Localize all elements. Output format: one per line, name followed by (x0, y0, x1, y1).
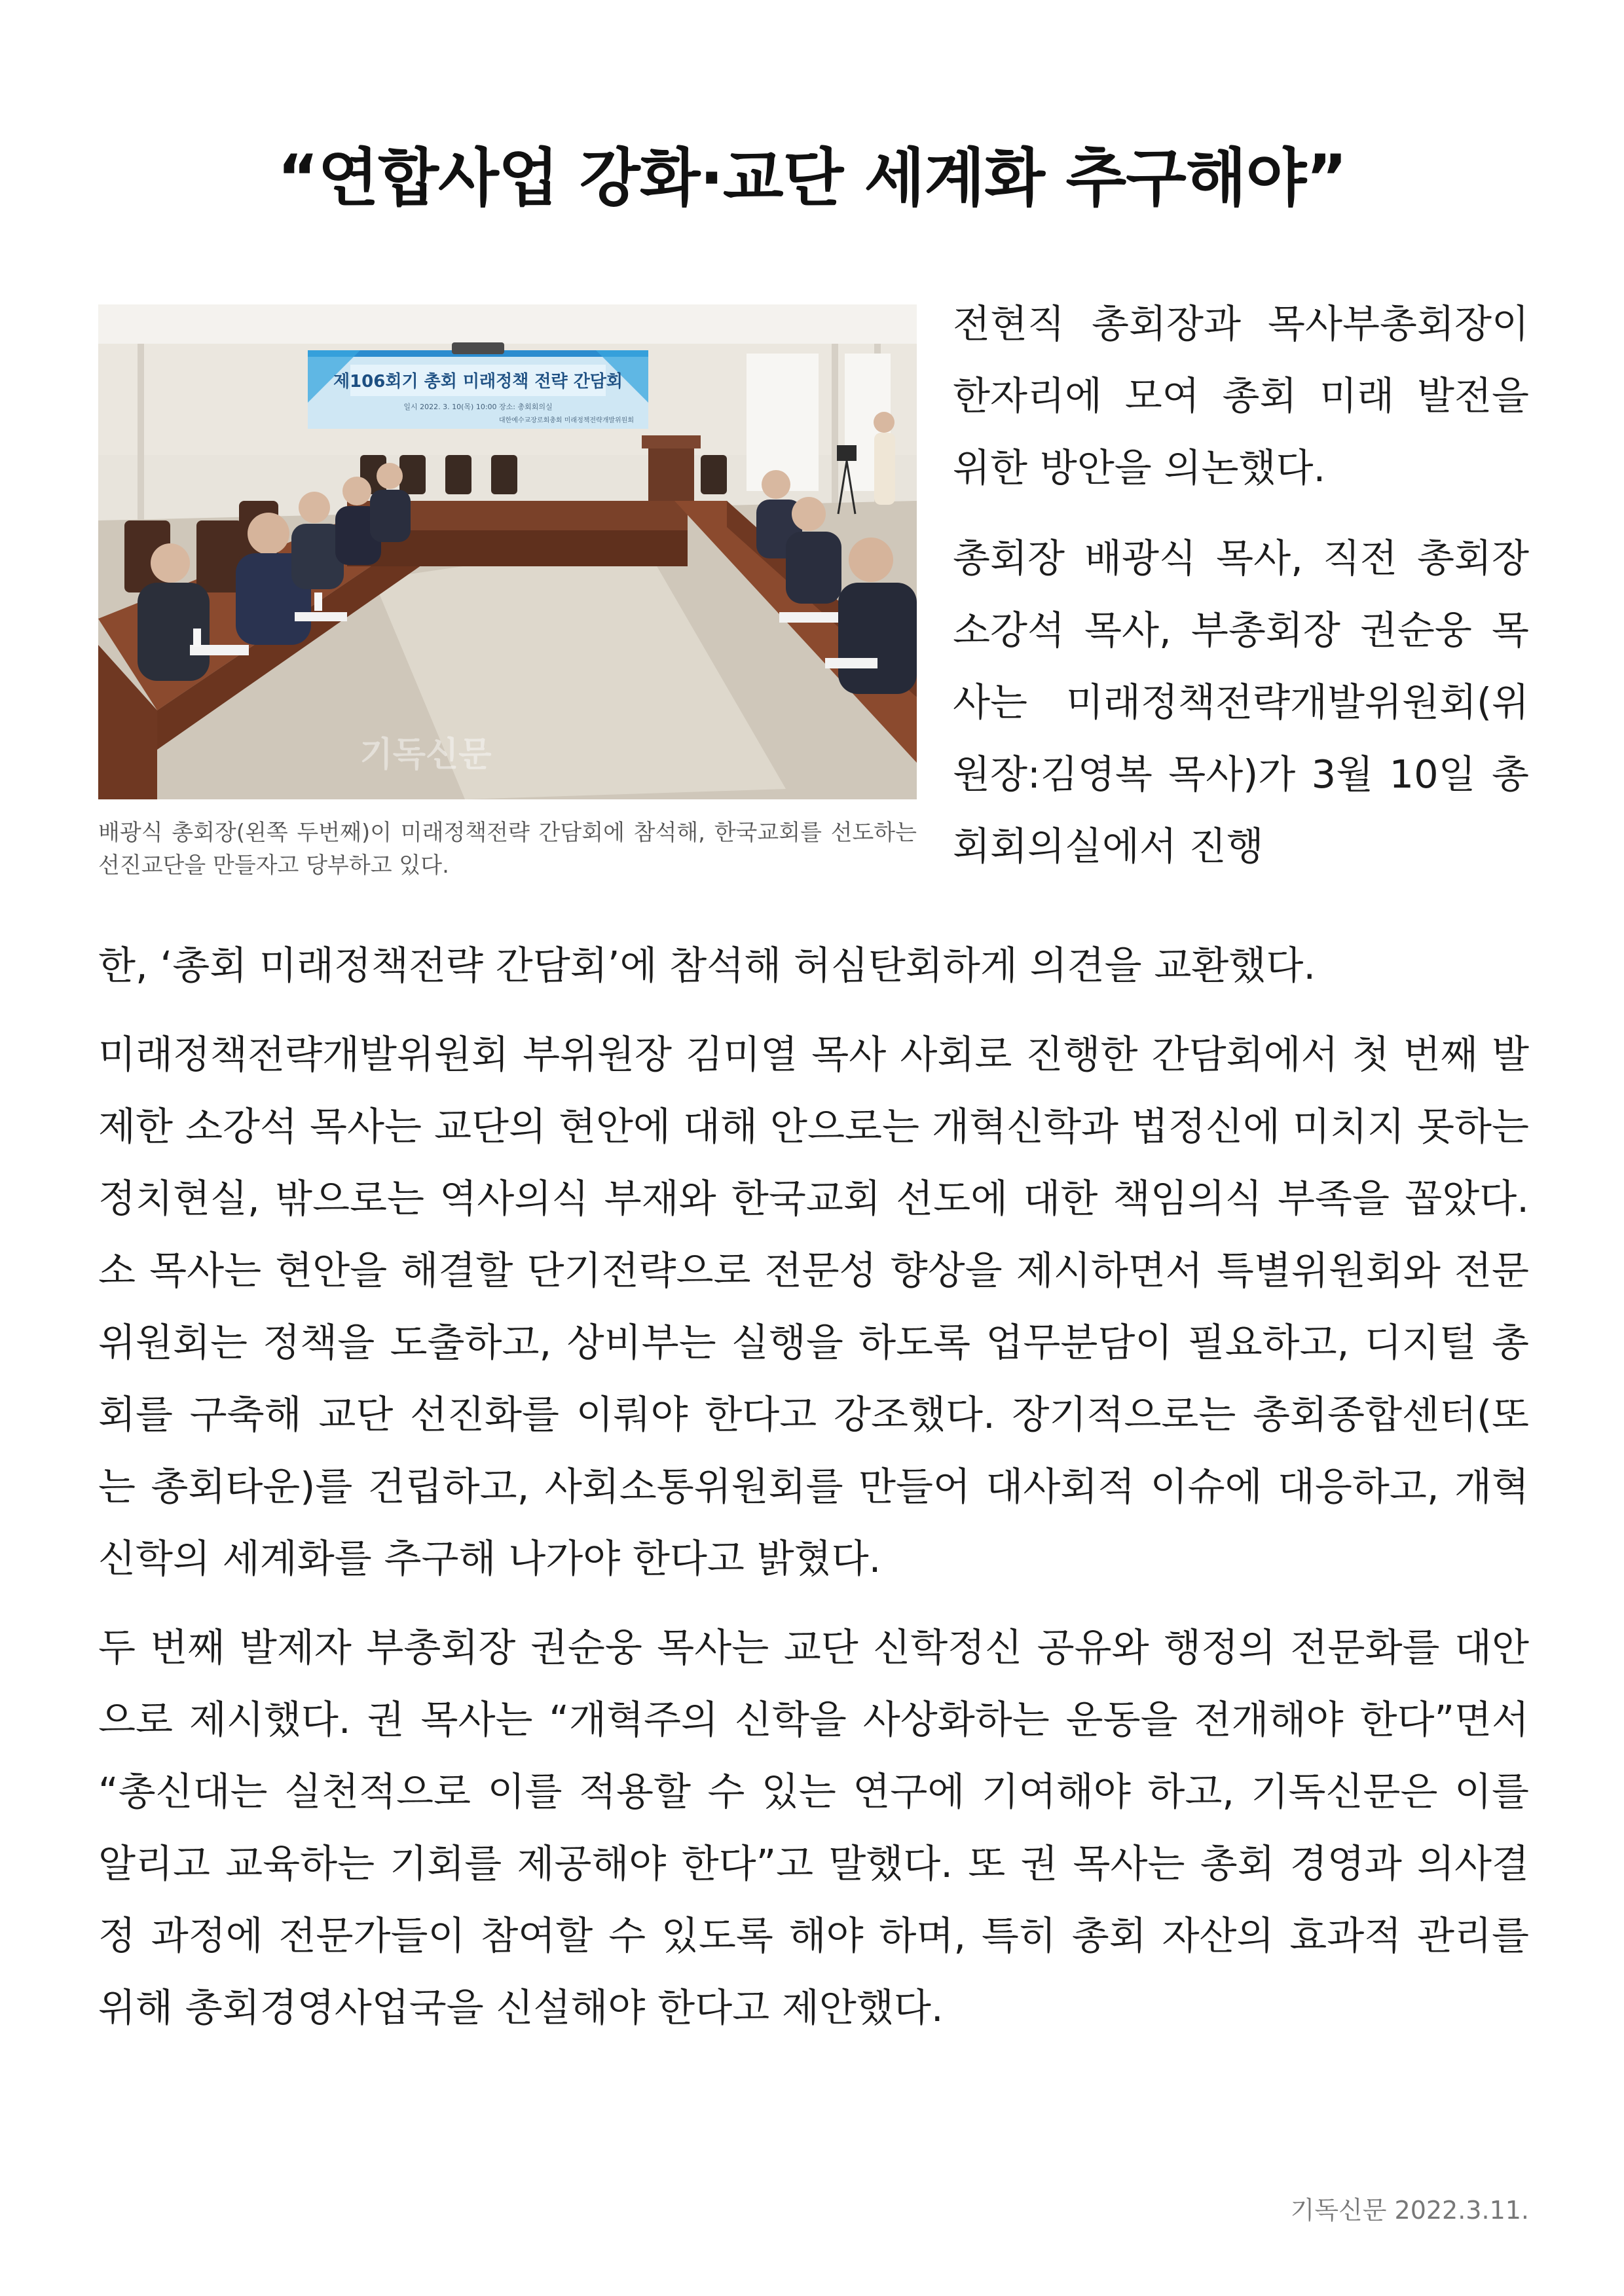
photo-block (98, 304, 917, 882)
photo-banner-sub: 일시 2022. 3. 10(목) 10:00 장소: 총회회의실 (403, 403, 553, 411)
article-title: “연합사업 강화·교단 세계화 추구해야” (277, 141, 1347, 215)
continuation-line: 한, ‘총회 미래정책전략 간담회’에 참석해 허심탄회하게 의견을 교환했다. (98, 943, 1316, 988)
side-column (953, 288, 1529, 901)
side-paragraph: 총회장 배광식 목사, 직전 총회장 소강석 목사, 부총회장 권순웅 목사는 미래정책전략개발위원회(위원장:김영복 목사)가 3월 10일 총회회의실에서 진행 (953, 536, 1529, 869)
body-paragraph: 두 번째 발제자 부총회장 권순웅 목사는 교단 신학정신 공유와 행정의 전문화를 대안으로 제시했다. 권 목사는 “개혁주의 신학을 사상화하는 운동을 전개해야 한다”면서 “총신대는 실천적으로 이를 적용할 수 있는 연구에 기여해야 하고, 기독신문은 이를 알리고 교육하는 기회를 제공해야 한다”고 말했다. 또 권 목사는 총회 경영과 의사결정 과정에 전문가들이 참여할 수 있도록 해야 하며, 특히 총회 자산의 효과적 관리를 위해 총회경영사업국을 신설해야 한다고 제안했다. (98, 1625, 1529, 2030)
photo-watermark: 기독신문 (360, 735, 492, 774)
photo-caption: 배광식 총회장(왼쪽 두번째)이 미래정책전략 간담회에 참석해, 한국교회를 선도하는 선진교단을 만들자고 당부하고 있다. (98, 820, 917, 879)
photo-banner-org: 대한예수교장로회총회 미래정책전략개발위원회 (498, 417, 635, 424)
photo-banner-title: 제106회기 총회 미래정책 전략 간담회 (333, 372, 623, 392)
meeting-photo (98, 304, 917, 799)
lead-paragraph: 전현직 총회장과 목사부총회장이 한자리에 모여 총회 미래 발전을 위한 방안을 의논했다. (953, 301, 1529, 490)
body-paragraph: 미래정책전략개발위원회 부위원장 김미열 목사 사회로 진행한 간담회에서 첫 번째 발제한 소강석 목사는 교단의 현안에 대해 안으로는 개혁신학과 법정신에 미치지 못하는 정치현실, 밖으로는 역사의식 부재와 한국교회 선도에 대한 책임의식 부족을 꼽았다. 소 목사는 현안을 해결할 단기전략으로 전문성 향상을 제시하면서 특별위원회와 전문위원회는 정책을 도출하고, 상비부는 실행을 하도록 업무분담이 필요하고, 디지털 총회를 구축해 교단 선진화를 이뤄야 한다고 강조했다. 장기적으로는 총회종합센터(또는 총회타운)를 건립하고, 사회소통위원회를 만들어 대사회적 이슈에 대응하고, 개혁신학의 세계화를 추구해 나가야 한다고 밝혔다. (98, 1032, 1529, 1581)
article-body (98, 930, 1529, 2061)
source-credit: 기독신문 2022.3.11. (1290, 2196, 1529, 2225)
